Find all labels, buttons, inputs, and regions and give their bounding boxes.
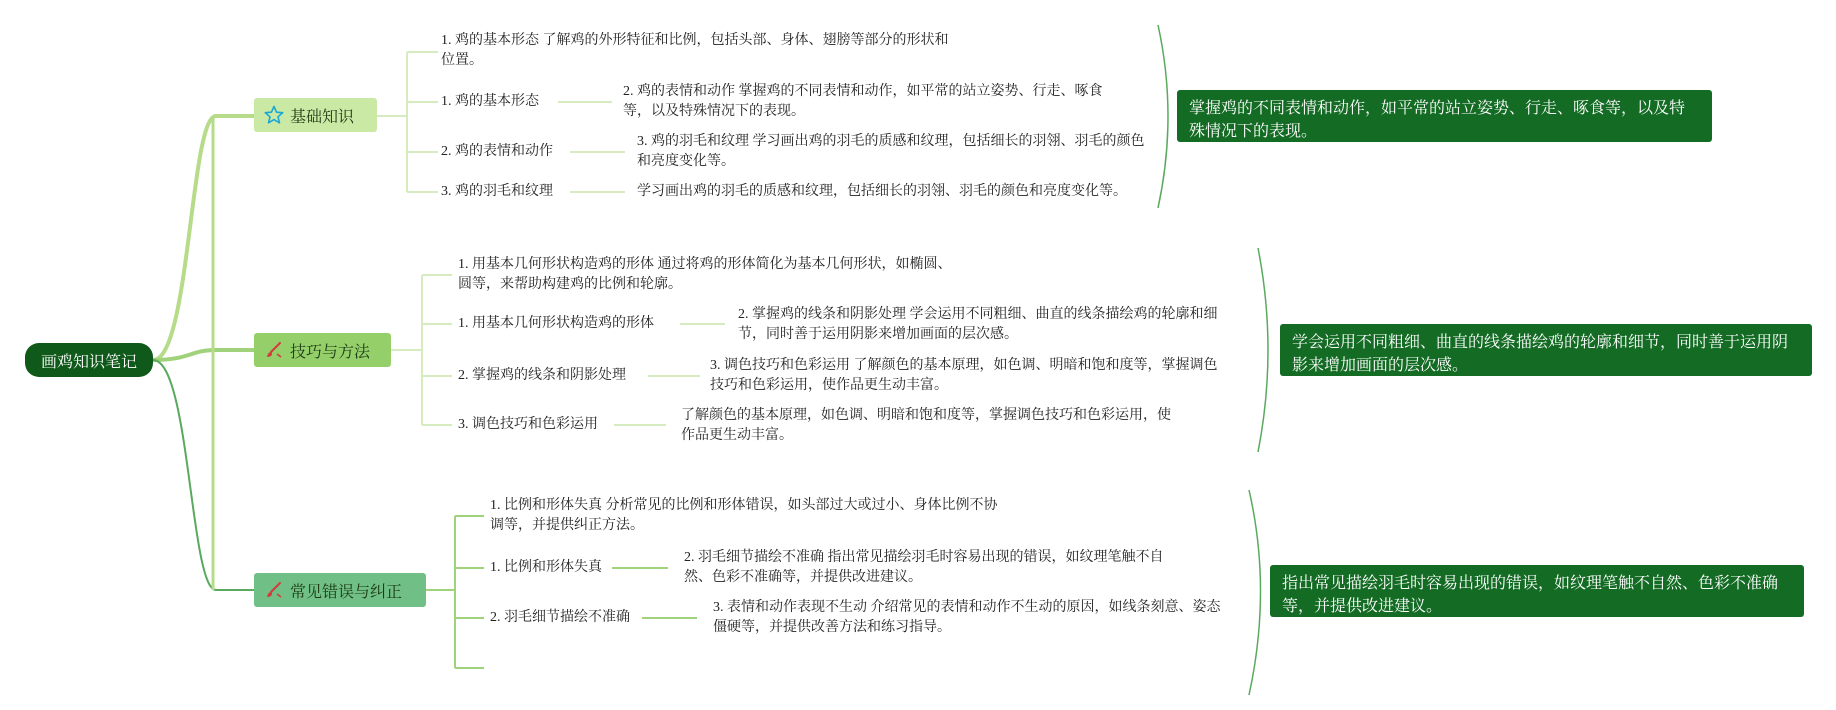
brush-icon xyxy=(264,340,284,360)
topic-node[interactable]: 1. 比例和形体失真 xyxy=(490,560,602,575)
subtopic-node[interactable]: 3. 调色技巧和色彩运用 了解颜色的基本原理，如色调、明暗和饱和度等，掌握调色技巧和色彩运用，使作品更生动丰富。 xyxy=(710,358,1218,393)
branch-label: 技巧与方法 xyxy=(290,341,371,361)
summary-node[interactable]: 指出常见描绘羽毛时容易出现的错误，如纹理笔触不自然、色彩不准确等，并提供改进建议。 xyxy=(1270,565,1804,617)
topic-node[interactable]: 2. 羽毛细节描绘不准确 xyxy=(490,610,630,625)
branch-techniques[interactable] xyxy=(254,333,391,367)
star-icon xyxy=(264,105,284,125)
topic-node[interactable]: 1. 鸡的基本形态 xyxy=(441,94,539,109)
subtopic-node[interactable]: 2. 鸡的表情和动作 掌握鸡的不同表情和动作，如平常的站立姿势、行走、啄食等，以及特殊情况下的表现。 xyxy=(623,84,1103,119)
topic-node[interactable]: 1. 鸡的基本形态 了解鸡的外形特征和比例，包括头部、身体、翅膀等部分的形状和位置。 xyxy=(441,33,949,68)
branch-common-errors[interactable] xyxy=(254,573,426,607)
topic-node[interactable]: 1. 比例和形体失真 分析常见的比例和形体错误，如头部过大或过小、身体比例不协调等，并提供纠正方法。 xyxy=(490,498,998,533)
subtopic-node[interactable]: 了解颜色的基本原理，如色调、明暗和饱和度等，掌握调色技巧和色彩运用，使作品更生动丰富。 xyxy=(681,408,1171,443)
topic-node[interactable]: 2. 鸡的表情和动作 xyxy=(441,144,553,159)
topic-node[interactable]: 3. 鸡的羽毛和纹理 xyxy=(441,184,553,199)
summary-node[interactable]: 学会运用不同粗细、曲直的线条描绘鸡的轮廓和细节，同时善于运用阴影来增加画面的层次感。 xyxy=(1280,324,1812,376)
subtopic-node[interactable]: 2. 羽毛细节描绘不准确 指出常见描绘羽毛时容易出现的错误，如纹理笔触不自然、色彩不准确等，并提供改进建议。 xyxy=(684,550,1164,585)
subtopic-node[interactable]: 3. 表情和动作表现不生动 介绍常见的表情和动作不生动的原因，如线条刻意、姿态僵硬等，并提供改善方法和练习指导。 xyxy=(713,600,1221,635)
branch-label: 常见错误与纠正 xyxy=(290,581,403,601)
branch-basic-knowledge[interactable] xyxy=(254,98,377,132)
root-topic[interactable]: 画鸡知识笔记 xyxy=(25,343,153,377)
brush-icon xyxy=(264,580,284,600)
topic-node[interactable]: 1. 用基本几何形状构造鸡的形体 xyxy=(458,316,654,331)
subtopic-node[interactable]: 3. 鸡的羽毛和纹理 学习画出鸡的羽毛的质感和纹理，包括细长的羽翎、羽毛的颜色和亮度变化等。 xyxy=(637,134,1145,169)
subtopic-node[interactable]: 学习画出鸡的羽毛的质感和纹理，包括细长的羽翎、羽毛的颜色和亮度变化等。 xyxy=(637,184,1127,199)
summary-node[interactable]: 掌握鸡的不同表情和动作，如平常的站立姿势、行走、啄食等，以及特殊情况下的表现。 xyxy=(1177,90,1712,142)
branch-label: 基础知识 xyxy=(290,106,355,126)
subtopic-node[interactable]: 2. 掌握鸡的线条和阴影处理 学会运用不同粗细、曲直的线条描绘鸡的轮廓和细节，同时善于运用阴影来增加画面的层次感。 xyxy=(738,307,1218,342)
topic-node[interactable]: 1. 用基本几何形状构造鸡的形体 通过将鸡的形体简化为基本几何形状，如椭圆、圆等，来帮助构建鸡的比例和轮廓。 xyxy=(458,257,952,292)
topic-node[interactable]: 3. 调色技巧和色彩运用 xyxy=(458,417,598,432)
topic-node[interactable]: 2. 掌握鸡的线条和阴影处理 xyxy=(458,368,626,383)
